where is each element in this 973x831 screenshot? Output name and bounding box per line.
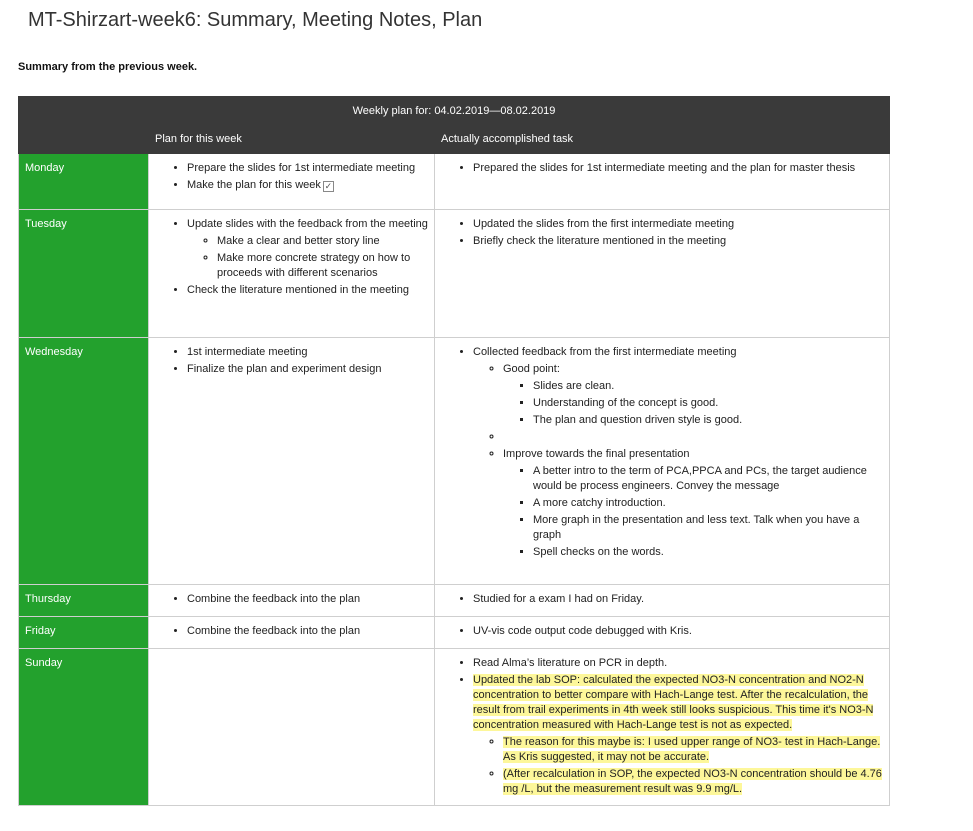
done-cell-tuesday (435, 210, 890, 338)
table-title: Weekly plan for: 04.02.2019—08.02.2019 (19, 97, 890, 126)
list-item: • Check the literature mentioned in the meeting (187, 283, 428, 298)
list-item: • Combine the feedback into the plan (187, 592, 428, 607)
list-item: • Prepared the slides for 1st intermediate meeting and the plan for master thesis (473, 161, 883, 176)
day-label-wednesday: Wednesday (19, 338, 149, 585)
list-item (187, 217, 428, 281)
list-item (187, 178, 428, 193)
list-item: ▪ Spell checks on the words. (533, 545, 883, 560)
list-item: • Prepare the slides for 1st intermediate meeting (187, 161, 428, 176)
table-row (19, 585, 890, 617)
table-row (19, 617, 890, 649)
table-row (19, 154, 890, 210)
list-item-text: Update slides with the feedback from the meeting (187, 218, 428, 230)
list-item: ◦ Make a clear and better story line (217, 234, 428, 249)
page-title: MT-Shirzart-week6: Summary, Meeting Notes, Plan (28, 9, 483, 31)
list-item: ▪ A better intro to the term of PCA,PPCA and PCs, the target audience would be process engineers. Convey the message (533, 464, 883, 494)
list-item-text: Good point: (503, 363, 560, 375)
list-item (503, 767, 883, 797)
list-item: • Studied for a exam I had on Friday. (473, 592, 883, 607)
list-item (473, 673, 883, 797)
table-row (19, 210, 890, 338)
list-item: ▪ Slides are clean. (533, 379, 883, 394)
day-label-friday: Friday (19, 617, 149, 649)
empty-list-item (503, 430, 883, 445)
list-item (503, 362, 883, 428)
plan-cell-friday (149, 617, 435, 649)
highlighted-text: The reason for this maybe is: I used upper range of NO3- test in Hach-Lange. As Kris suggested, it may not be accurate. (503, 736, 881, 763)
header-done-column: Actually accomplished task (435, 126, 890, 154)
list-item: ▪ The plan and question driven style is good. (533, 413, 883, 428)
day-label-monday: Monday (19, 154, 149, 210)
weekly-plan-table (18, 96, 890, 806)
list-item-text: Make the plan for this week (187, 179, 321, 191)
list-item (503, 735, 883, 765)
list-item: ▪ A more catchy introduction. (533, 496, 883, 511)
list-item: • Combine the feedback into the plan (187, 624, 428, 639)
header-day-column (19, 126, 149, 154)
day-label-tuesday: Tuesday (19, 210, 149, 338)
list-item: • Updated the slides from the first intermediate meeting (473, 217, 883, 232)
list-item: • Briefly check the literature mentioned in the meeting (473, 234, 883, 249)
highlighted-text: (After recalculation in SOP, the expected NO3-N concentration should be 4.76 mg /L, but the measurement result was 9.9 mg/L. (503, 768, 882, 795)
header-plan-column: Plan for this week (149, 126, 435, 154)
list-item: • 1st intermediate meeting (187, 345, 428, 360)
done-cell-monday (435, 154, 890, 210)
list-item: • Read Alma’s literature on PCR in depth. (473, 656, 883, 671)
list-item-text: Collected feedback from the first intermediate meeting (473, 346, 737, 358)
plan-cell-wednesday (149, 338, 435, 585)
plan-cell-tuesday (149, 210, 435, 338)
done-cell-wednesday (435, 338, 890, 585)
done-cell-sunday (435, 649, 890, 806)
plan-cell-monday (149, 154, 435, 210)
day-label-sunday: Sunday (19, 649, 149, 806)
plan-cell-thursday (149, 585, 435, 617)
list-item-text: Improve towards the final presentation (503, 448, 690, 460)
highlighted-text: Updated the lab SOP: calculated the expected NO3-N concentration and NO2-N concentration to better compare with Hach-Lange test. After the recalculation, the result from trail experiments in 4th week still looks suspicious. This time it's NO3-N concentration measured with Hach-Lange test is not as expected. (473, 674, 874, 731)
list-item: ◦ Make more concrete strategy on how to proceeds with different scenarios (217, 251, 428, 281)
list-item (473, 345, 883, 560)
done-cell-thursday (435, 585, 890, 617)
plan-cell-sunday (149, 649, 435, 806)
checkbox-checked-icon[interactable]: ✓ (324, 181, 333, 191)
summary-heading: Summary from the previous week. (18, 61, 198, 73)
list-item: ▪ More graph in the presentation and less text. Talk when you have a graph (533, 513, 883, 543)
table-row (19, 649, 890, 806)
list-item (503, 447, 883, 560)
list-item: • UV-vis code output code debugged with Kris. (473, 624, 883, 639)
table-row (19, 338, 890, 585)
list-item: • Finalize the plan and experiment design (187, 362, 428, 377)
list-item: ▪ Understanding of the concept is good. (533, 396, 883, 411)
day-label-thursday: Thursday (19, 585, 149, 617)
done-cell-friday (435, 617, 890, 649)
